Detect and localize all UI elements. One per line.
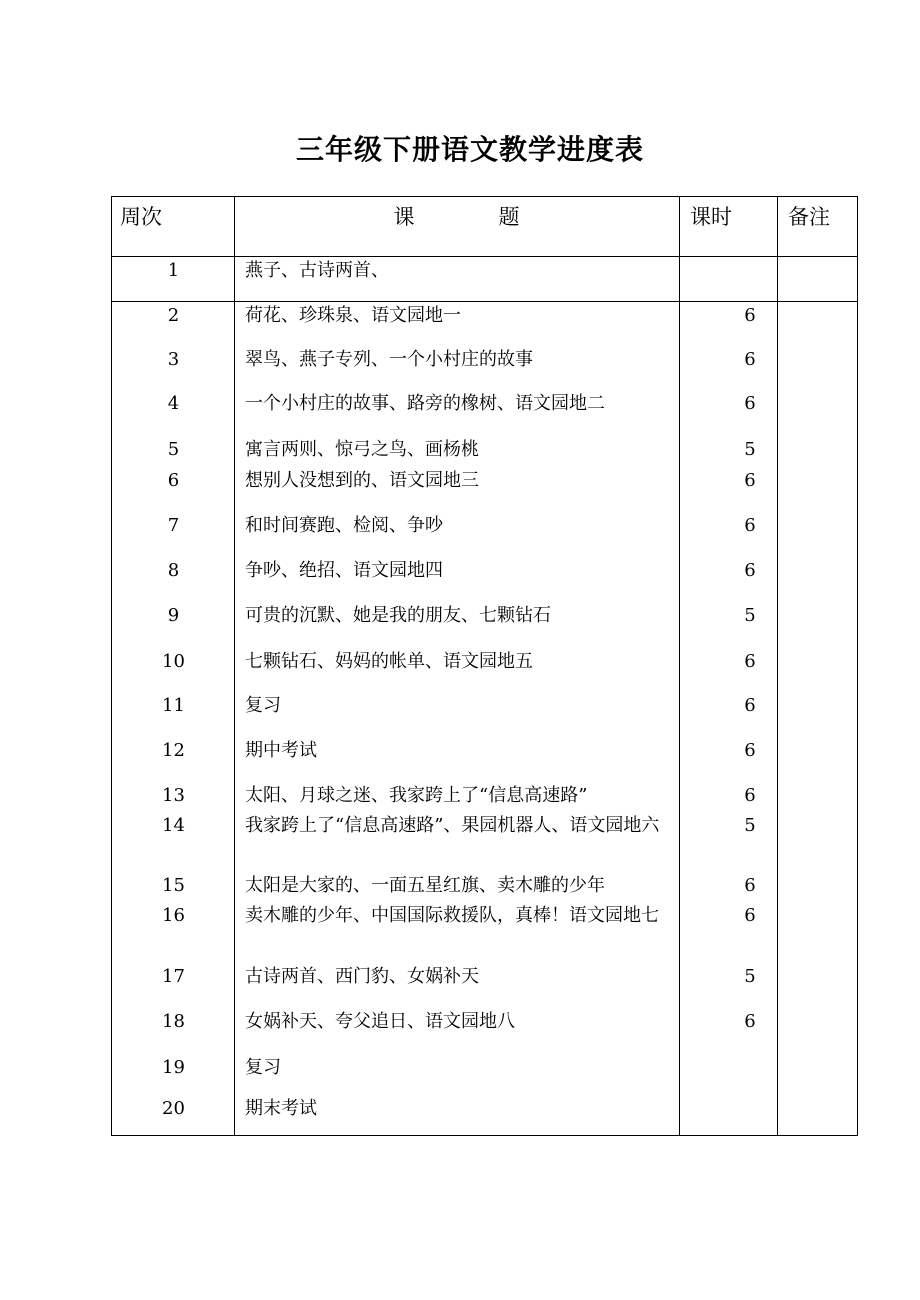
class-hours: 6 [744, 305, 756, 326]
class-hours: 5 [744, 439, 756, 460]
class-hours: 5 [744, 815, 756, 836]
week-number: 17 [162, 966, 185, 987]
header-hours: 课时 [690, 205, 732, 229]
lesson-title: 太阳、月球之迷、我家跨上了“信息高速路” [245, 785, 588, 806]
lesson-title: 寓言两则、惊弓之鸟、画杨桃 [245, 439, 479, 460]
class-hours: 6 [744, 1011, 756, 1032]
week-number: 16 [162, 905, 185, 926]
lesson-title: 期末考试 [245, 1098, 317, 1119]
class-hours: 6 [744, 560, 756, 581]
week-number: 10 [162, 651, 185, 672]
lesson-title: 和时间赛跑、检阅、争吵 [245, 515, 443, 536]
class-hours: 5 [744, 966, 756, 987]
class-hours: 6 [744, 651, 756, 672]
lesson-title: 复习 [245, 695, 281, 716]
class-hours: 6 [744, 349, 756, 370]
class-hours: 6 [744, 875, 756, 896]
header-week: 周次 [120, 205, 162, 229]
class-hours: 6 [744, 785, 756, 806]
class-hours: 6 [744, 393, 756, 414]
lesson-title: 想别人没想到的、语文园地三 [245, 470, 479, 491]
class-hours: 6 [744, 740, 756, 761]
schedule-table [111, 196, 858, 1136]
week-number: 19 [162, 1057, 185, 1078]
lesson-title: 可贵的沉默、她是我的朋友、七颗钻石 [245, 605, 551, 626]
week-number: 2 [167, 305, 180, 326]
class-hours: 6 [744, 695, 756, 716]
header-notes: 备注 [788, 205, 830, 229]
lesson-title: 争吵、绝招、语文园地四 [245, 560, 443, 581]
lesson-title: 女娲补天、夸父追日、语文园地八 [245, 1011, 515, 1032]
week-number: 15 [162, 875, 185, 896]
class-hours: 6 [744, 905, 756, 926]
lesson-title: 太阳是大家的、一面五星红旗、卖木雕的少年 [245, 875, 605, 896]
week-number: 13 [162, 785, 185, 806]
week-number: 3 [167, 349, 180, 370]
class-hours: 6 [744, 470, 756, 491]
lesson-title: 七颗钻石、妈妈的帐单、语文园地五 [245, 651, 533, 672]
lesson-title: 卖木雕的少年、中国国际救援队，真棒！语文园地七 [245, 905, 659, 926]
week-number: 14 [162, 815, 185, 836]
week-number: 5 [167, 439, 180, 460]
lesson-title: 一个小村庄的故事、路旁的橡树、语文园地二 [245, 393, 605, 414]
lesson-title: 古诗两首、西门豹、女娲补天 [245, 966, 479, 987]
week-number: 1 [167, 260, 180, 281]
week-number: 7 [167, 515, 180, 536]
week-number: 8 [167, 560, 180, 581]
week-number: 20 [162, 1098, 185, 1119]
class-hours: 6 [744, 515, 756, 536]
week-number: 11 [162, 695, 185, 716]
lesson-title: 复习 [245, 1057, 281, 1078]
class-hours: 5 [744, 605, 756, 626]
week-number: 6 [167, 470, 180, 491]
lesson-title: 期中考试 [245, 740, 317, 761]
lesson-title: 燕子、古诗两首、 [245, 260, 389, 281]
lesson-title: 我家跨上了“信息高速路”、果园机器人、语文园地六 [245, 815, 660, 836]
lesson-title: 荷花、珍珠泉、语文园地一 [245, 305, 461, 326]
week-number: 9 [167, 605, 180, 626]
week-number: 12 [162, 740, 185, 761]
page-title: 三年级下册语文教学进度表 [295, 133, 644, 166]
week-number: 4 [167, 393, 180, 414]
header-lesson: 课 题 [393, 205, 520, 229]
lesson-title: 翠鸟、燕子专列、一个小村庄的故事 [245, 349, 533, 370]
week-number: 18 [162, 1011, 185, 1032]
